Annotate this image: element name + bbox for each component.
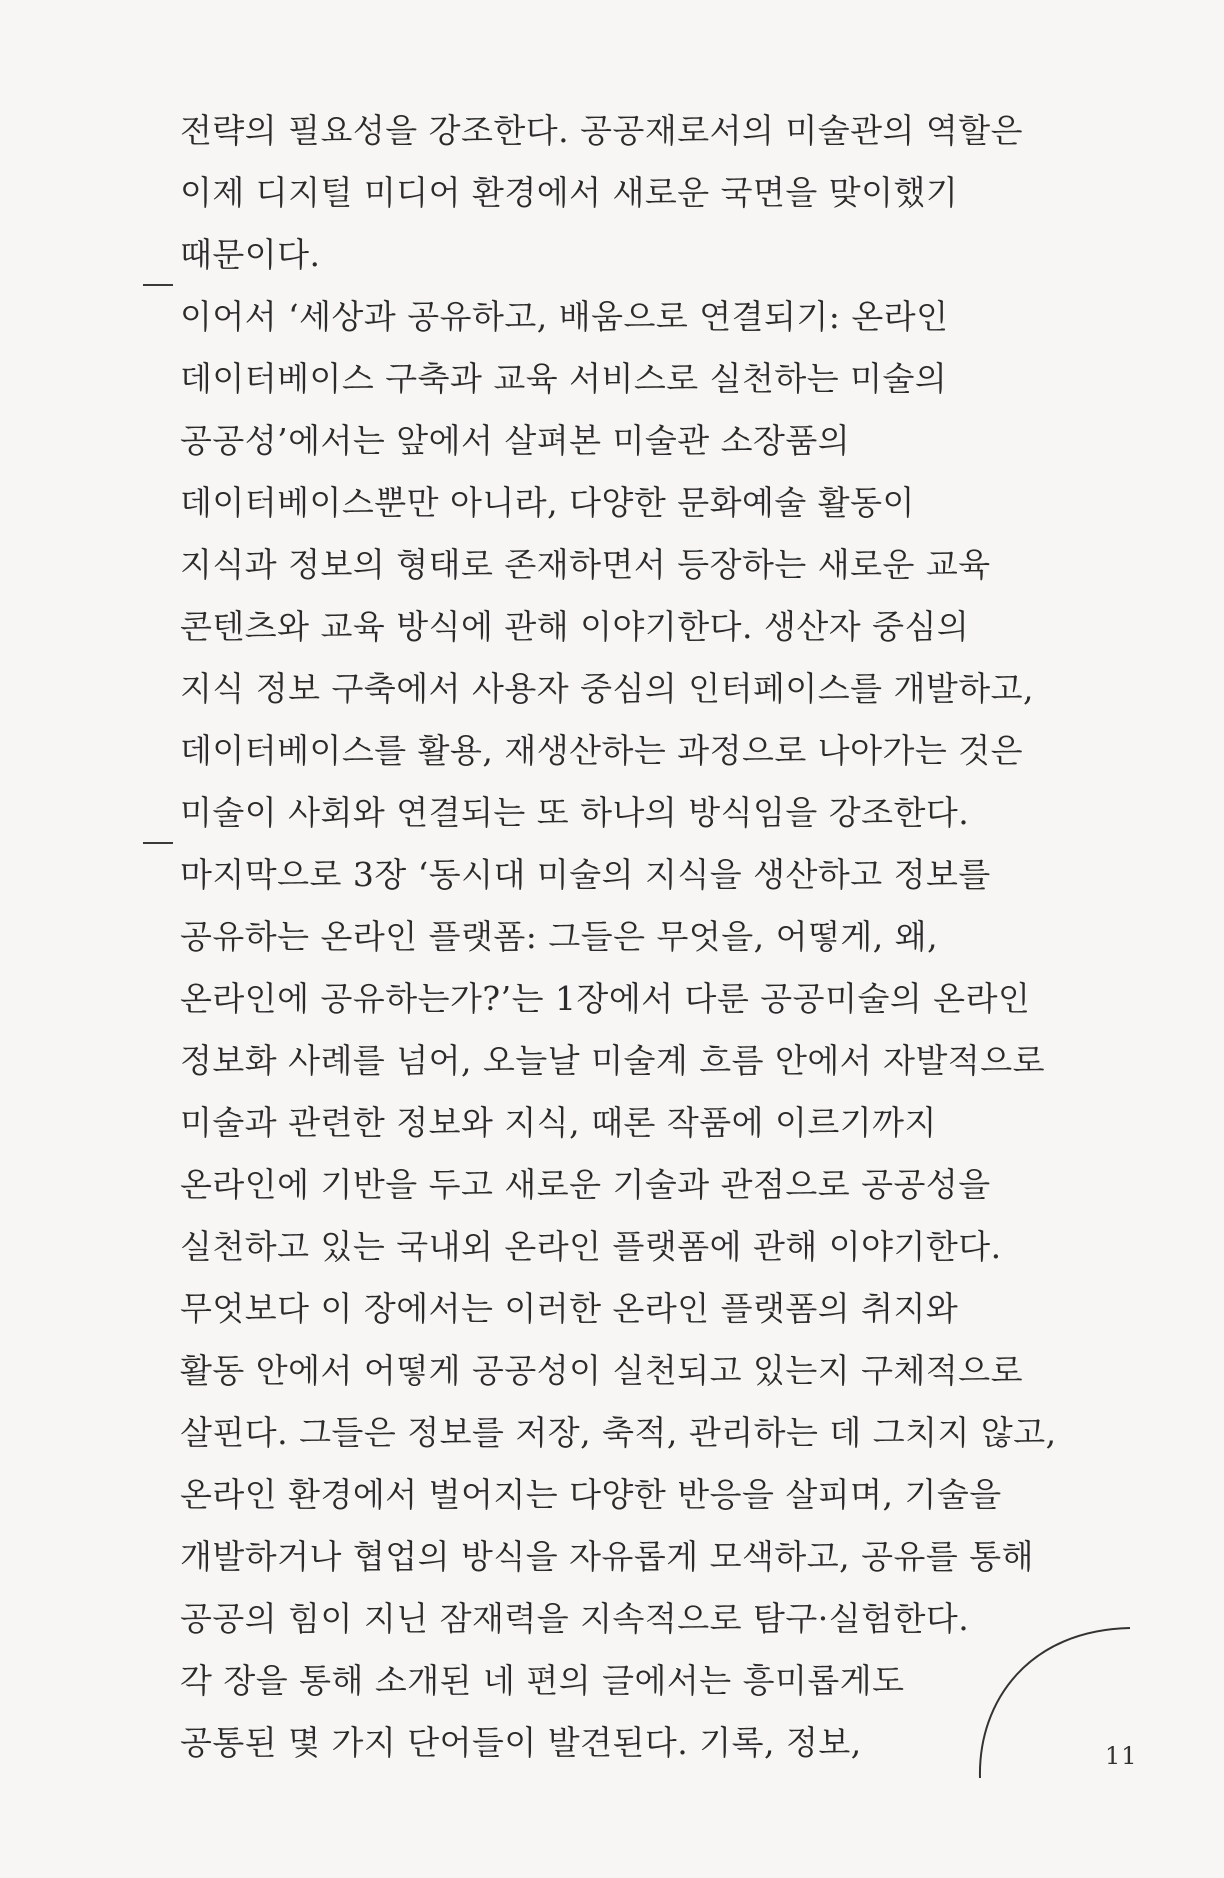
text-line: 이어서 ‘세상과 공유하고, 배움으로 연결되기: 온라인 (180, 297, 949, 336)
text-line: 데이터베이스 구축과 교육 서비스로 실천하는 미술의 (180, 359, 948, 398)
text-line: 실천하고 있는 국내외 온라인 플랫폼에 관해 이야기한다. (180, 1227, 1002, 1266)
text-line: 때문이다. (180, 235, 321, 274)
text-line: 공통된 몇 가지 단어들이 발견된다. 기록, 정보, (180, 1723, 862, 1762)
text-line: 살핀다. 그들은 정보를 저장, 축적, 관리하는 데 그치지 않고, (180, 1413, 1057, 1452)
text-line: 온라인 환경에서 벌어지는 다양한 반응을 살피며, 기술을 (180, 1475, 1002, 1514)
text-line: 공공성’에서는 앞에서 살펴본 미술관 소장품의 (180, 421, 851, 460)
text-line: 미술이 사회와 연결되는 또 하나의 방식임을 강조한다. (180, 793, 970, 832)
text-line: 콘텐츠와 교육 방식에 관해 이야기한다. 생산자 중심의 (180, 607, 970, 646)
text-line: 공공의 힘이 지닌 잠재력을 지속적으로 탐구·실험한다. (180, 1599, 970, 1638)
text-line: 전략의 필요성을 강조한다. 공공재로서의 미술관의 역할은 (180, 111, 1024, 150)
text-line: 온라인에 공유하는가?’는 1장에서 다룬 공공미술의 온라인 (180, 979, 1031, 1018)
body-text (180, 100, 1100, 1774)
paragraph-mark (143, 284, 173, 286)
paragraph-mark (143, 842, 173, 844)
text-line: 마지막으로 3장 ‘동시대 미술의 지식을 생산하고 정보를 (180, 855, 991, 894)
text-line: 이제 디지털 미디어 환경에서 새로운 국면을 맞이했기 (180, 173, 959, 212)
text-line: 데이터베이스뿐만 아니라, 다양한 문화예술 활동이 (180, 483, 915, 522)
text-line: 공유하는 온라인 플랫폼: 그들은 무엇을, 어떻게, 왜, (180, 917, 939, 956)
text-line: 지식과 정보의 형태로 존재하면서 등장하는 새로운 교육 (180, 545, 991, 584)
text-line: 지식 정보 구축에서 사용자 중심의 인터페이스를 개발하고, (180, 669, 1034, 708)
page-number: 11 (1105, 1742, 1138, 1770)
text-line: 데이터베이스를 활용, 재생산하는 과정으로 나아가는 것은 (180, 731, 1024, 770)
text-line: 온라인에 기반을 두고 새로운 기술과 관점으로 공공성을 (180, 1165, 991, 1204)
text-line: 무엇보다 이 장에서는 이러한 온라인 플랫폼의 취지와 (180, 1289, 959, 1328)
text-line: 미술과 관련한 정보와 지식, 때론 작품에 이르기까지 (180, 1103, 937, 1142)
text-line: 정보화 사례를 넘어, 오늘날 미술계 흐름 안에서 자발적으로 (180, 1041, 1045, 1080)
text-line: 각 장을 통해 소개된 네 편의 글에서는 흥미롭게도 (180, 1661, 905, 1700)
text-line: 활동 안에서 어떻게 공공성이 실천되고 있는지 구체적으로 (180, 1351, 1024, 1390)
text-line: 개발하거나 협업의 방식을 자유롭게 모색하고, 공유를 통해 (180, 1537, 1034, 1576)
